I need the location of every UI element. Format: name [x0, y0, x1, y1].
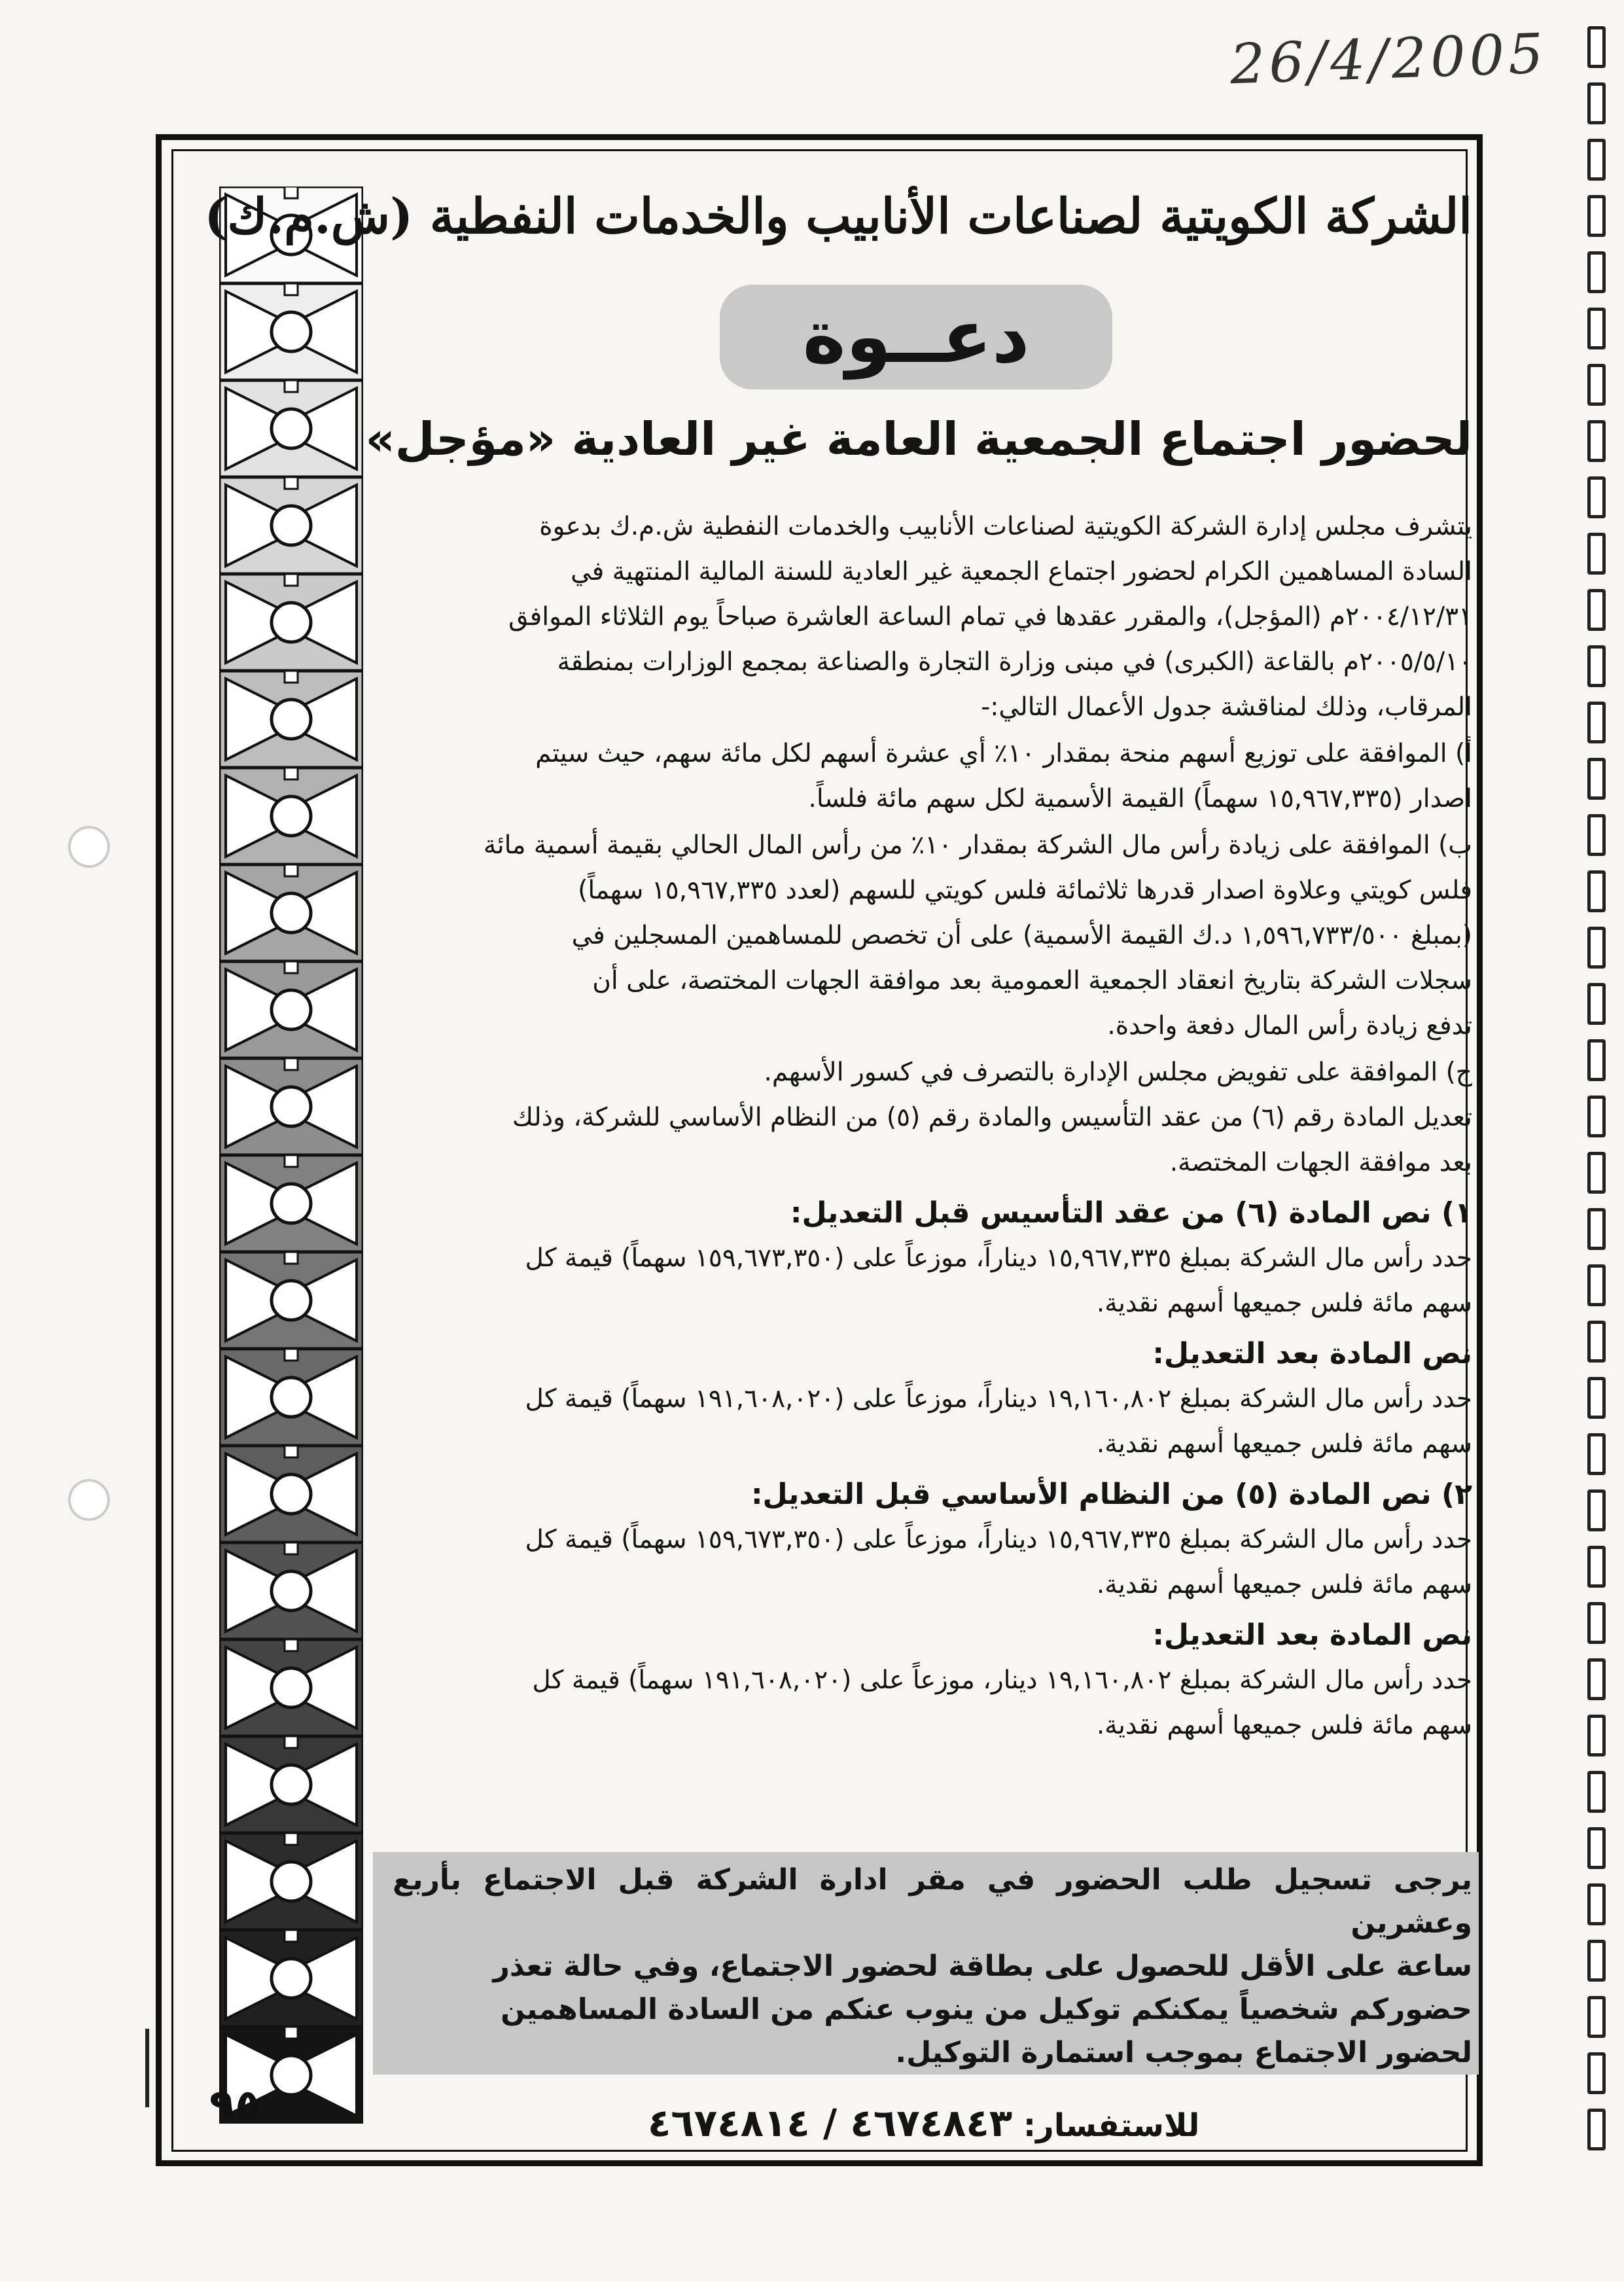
binder-hole — [1587, 364, 1606, 406]
punch-hole — [68, 826, 110, 868]
pattern-tile — [219, 961, 363, 1058]
pattern-tile — [219, 1155, 363, 1252]
intro-line: ٢٠٠٤/١٢/٣١م (المؤجل)، والمقرر عقدها في تمام الساعة العاشرة صباحاً يوم الثلاثاء الموافق — [508, 602, 1472, 632]
binder-hole — [1587, 1152, 1606, 1194]
notice-line: حضوركم شخصياً يمكنكم توكيل من ينوب عنكم من السادة المساهمين — [501, 1993, 1472, 2026]
binder-hole — [1587, 1096, 1606, 1137]
pattern-tile — [219, 477, 363, 574]
agenda-item-b-line: فلس كويتي وعلاوة اصدار قدرها ثلاثمائة فلس كويتي للسهم (لعدد ١٥,٩٦٧,٣٣٥ سهماً) — [578, 876, 1472, 905]
pattern-tile — [219, 1058, 363, 1155]
binder-hole — [1587, 1377, 1606, 1419]
pattern-tile — [219, 1639, 363, 1736]
binder-hole — [1587, 2109, 1606, 2150]
binder-hole — [1587, 758, 1606, 800]
binder-hole — [1587, 870, 1606, 912]
binder-hole — [1587, 82, 1606, 124]
binder-hole — [1587, 702, 1606, 743]
binder-hole — [1587, 1940, 1606, 1982]
binder-hole — [1587, 1715, 1606, 1756]
section2-after-heading: نص المادة بعد التعديل: — [1152, 1618, 1472, 1652]
margin-mark — [145, 2029, 149, 2107]
agenda-item-b-line: ب) الموافقة على زيادة رأس مال الشركة بمقدار ١٠٪ من رأس المال الحالي بقيمة أسمية مائة — [483, 830, 1472, 860]
binder-hole — [1587, 308, 1606, 349]
pattern-tile — [219, 283, 363, 380]
binder-hole — [1587, 1827, 1606, 1869]
binder-hole — [1587, 195, 1606, 237]
binder-hole — [1587, 814, 1606, 856]
agenda-item-b-line: (بمبلغ ١,٥٩٦,٧٣٣/٥٠٠ د.ك القيمة الأسمية) على أن تخصص للمساهمين المسجلين في — [571, 921, 1472, 950]
pattern-tile — [219, 768, 363, 865]
binder-hole — [1587, 476, 1606, 518]
section2-before-line: سهم مائة فلس جميعها أسهم نقدية. — [1096, 1570, 1472, 1599]
section1-after-line: سهم مائة فلس جميعها أسهم نقدية. — [1096, 1429, 1472, 1459]
binder-hole — [1587, 139, 1606, 181]
punch-hole — [68, 1479, 110, 1521]
binder-hole — [1587, 2052, 1606, 2094]
intro-line: المرقاب، وذلك لمناقشة جدول الأعمال التالي:- — [981, 692, 1472, 722]
section2-after-line: حدد رأس مال الشركة بمبلغ ١٩,١٦٠,٨٠٢ دينار، موزعاً على (١٩١,٦٠٨,٠٢٠ سهماً) قيمة كل — [532, 1666, 1472, 1695]
binder-hole — [1587, 1996, 1606, 2038]
section1-before-heading: ١) نص المادة (٦) من عقد التأسيس قبل التعديل: — [790, 1196, 1472, 1230]
binder-hole — [1587, 420, 1606, 462]
binder-hole — [1587, 1489, 1606, 1531]
section1-before-line: سهم مائة فلس جميعها أسهم نقدية. — [1096, 1289, 1472, 1318]
agenda-item-b-line: تدفع زيادة رأس المال دفعة واحدة. — [1107, 1011, 1472, 1041]
binder-hole — [1587, 645, 1606, 687]
pattern-tile — [219, 1542, 363, 1639]
binder-hole — [1587, 251, 1606, 293]
binder-hole — [1587, 1546, 1606, 1588]
section1-after-heading: نص المادة بعد التعديل: — [1152, 1337, 1472, 1370]
pattern-tile — [219, 1252, 363, 1349]
binder-hole — [1587, 1602, 1606, 1644]
inquiry-phone-numbers: ٤٦٧٤٨٤٣ / ٤٦٧٤٨١٤ — [648, 2101, 1013, 2145]
pattern-tile — [219, 1349, 363, 1446]
intro-line: السادة المساهمين الكرام لحضور اجتماع الجمعية غير العادية للسنة المالية المنتهية في — [571, 557, 1472, 586]
section2-after-line: سهم مائة فلس جميعها أسهم نقدية. — [1096, 1711, 1472, 1740]
attendance-notice — [393, 1859, 1472, 2075]
inquiry-label: للاستفسار: — [1023, 2107, 1200, 2144]
pattern-tile — [219, 1736, 363, 1833]
pattern-tile — [219, 1930, 363, 2027]
binder-hole — [1587, 1433, 1606, 1475]
binder-hole — [1587, 1321, 1606, 1363]
pattern-tile — [219, 1833, 363, 1930]
section1-before-line: حدد رأس مال الشركة بمبلغ ١٥,٩٦٧,٣٣٥ ديناراً، موزعاً على (١٥٩,٦٧٣,٣٥٠ سهماً) قيمة كل — [525, 1243, 1472, 1273]
agenda-item-a-line: اصدار (١٥,٩٦٧,٣٣٥ سهماً) القيمة الأسمية لكل سهم مائة فلساً. — [808, 784, 1472, 813]
agenda-item-b-line: سجلات الشركة بتاريخ انعقاد الجمعية العمومية بعد موافقة الجهات المختصة، على أن — [592, 966, 1472, 995]
notice-line: ساعة على الأقل للحصول على بطاقة لحضور الاجتماع، وفي حالة تعذر — [493, 1950, 1472, 1983]
amendment-line: بعد موافقة الجهات المختصة. — [1169, 1148, 1472, 1177]
agenda-item-a-line: أ) الموافقة على توزيع أسهم منحة بمقدار ١٠٪ أي عشرة أسهم لكل مائة سهم، حيث سيتم — [535, 739, 1472, 768]
binder-hole — [1587, 1658, 1606, 1700]
agenda-item-c-line: ج) الموافقة على تفويض مجلس الإدارة بالتصرف في كسور الأسهم. — [764, 1058, 1472, 1087]
pattern-tile — [219, 671, 363, 768]
section1-after-line: حدد رأس مال الشركة بمبلغ ١٩,١٦٠,٨٠٢ ديناراً، موزعاً على (١٩١,٦٠٨,٠٢٠ سهماً) قيمة كل — [525, 1384, 1472, 1414]
intro-line: يتشرف مجلس إدارة الشركة الكويتية لصناعات الأنابيب والخدمات النفطية ش.م.ك بدعوة — [539, 512, 1472, 541]
binder-hole — [1587, 1208, 1606, 1250]
notice-line: يرجى تسجيل طلب الحضور في مقر ادارة الشركة قبل الاجتماع بأربع وعشرين — [393, 1863, 1472, 1940]
binder-hole — [1587, 983, 1606, 1025]
invitation-banner — [720, 285, 1112, 389]
notice-line: لحضور الاجتماع بموجب استمارة التوكيل. — [895, 2036, 1472, 2069]
amendment-line: تعديل المادة رقم (٦) من عقد التأسيس والمادة رقم (٥) من النظام الأساسي للشركة، وذلك — [512, 1103, 1472, 1132]
meeting-subtitle: لحضور اجتماع الجمعية العامة غير العادية «مؤجل» — [365, 412, 1472, 466]
binder-hole — [1587, 1883, 1606, 1925]
binder-hole — [1587, 26, 1606, 68]
decorative-border-pattern — [219, 187, 363, 2124]
pattern-tile — [219, 1446, 363, 1542]
handwritten-date: 26/4/2005 — [1229, 21, 1549, 97]
section2-before-heading: ٢) نص المادة (٥) من النظام الأساسي قبل التعديل: — [750, 1478, 1472, 1511]
binder-hole — [1587, 533, 1606, 575]
pattern-tile — [219, 865, 363, 961]
binder-hole — [1587, 1039, 1606, 1081]
binder-hole — [1587, 589, 1606, 631]
binder-hole — [1587, 1771, 1606, 1813]
binder-hole — [1587, 1264, 1606, 1306]
announcement-body — [380, 504, 1472, 1748]
binder-holes — [1573, 26, 1612, 2186]
pattern-tile — [219, 574, 363, 671]
pattern-tile — [219, 380, 363, 477]
binder-hole — [1587, 927, 1606, 969]
invitation-title: دعــوة — [802, 294, 1030, 380]
company-name: الشركة الكويتية لصناعات الأنابيب والخدمات النفطية (ش.م.ك) — [204, 188, 1472, 245]
page-number: ٩٥ — [209, 2081, 261, 2130]
section2-before-line: حدد رأس مال الشركة بمبلغ ١٥,٩٦٧,٣٣٥ ديناراً، موزعاً على (١٥٩,٦٧٣,٣٥٠ سهماً) قيمة كل — [525, 1525, 1472, 1554]
intro-line: ٢٠٠٥/٥/١٠م بالقاعة (الكبرى) في مبنى وزارة التجارة والصناعة بمجمع الوزارات بمنطقة — [557, 647, 1472, 677]
inquiry-line — [648, 2101, 1199, 2145]
